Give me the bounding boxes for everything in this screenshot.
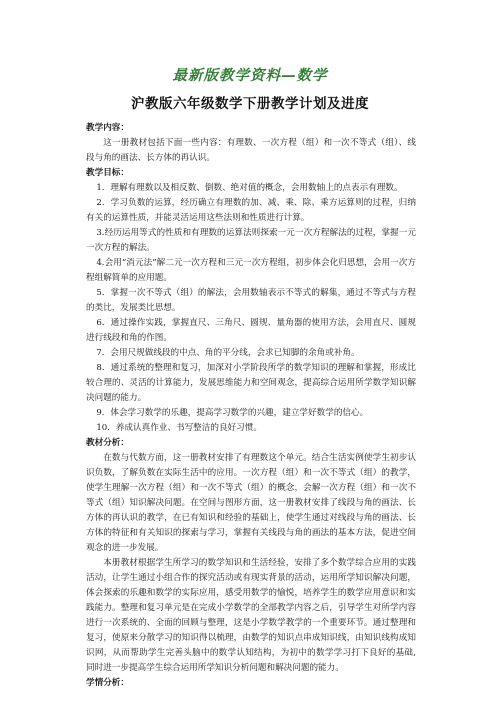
section-heading-analysis: 教材分析： bbox=[86, 438, 129, 448]
goal-item: 2．学习负数的运算，经历确立有理数的加、减、乘、除、乘方运算则的过程，归纳有关的运算性质，并能灵活运用这些法则和性质进行计算。 bbox=[86, 198, 416, 223]
content-paragraph: 这一册教材包括下面一些内容：有理数、一次方程（组）和一次不等式（组）、线段与角的画法、长方体的再认识。 bbox=[86, 138, 416, 163]
section-heading-content: 教学内容： bbox=[86, 123, 129, 133]
goal-item: 7．会用尺规做线段的中点、角的平分线，会求已知脚的余角或补角。 bbox=[96, 348, 360, 358]
goal-item: 4.会用“消元法”解二元一次方程和三元一次方程组，初步体会化归思想，会用一次方程组解简单的应用题。 bbox=[86, 258, 416, 283]
goal-item: 10．养成认真作业、书写整洁的良好习惯。 bbox=[96, 423, 262, 433]
goal-item: 1．理解有理数以及相反数、倒数、绝对值的概念，会用数轴上的点表示有理数。 bbox=[96, 183, 403, 193]
goal-item: 5．掌握一次不等式（组）的解法，会用数轴表示不等式的解集，通过不等式与方程的类比，发展类比思想。 bbox=[86, 288, 416, 313]
page-title: 沪教版六年级数学下册教学计划及进度 bbox=[131, 96, 369, 112]
goal-item: 3.经历运用等式的性质和有理数的运算法则探索一元一次方程解法的过程，掌握一元一次方程的解法。 bbox=[86, 228, 416, 253]
goal-item: 6．通过操作实践，掌握直尺、三角尺、圆规、量角器的使用方法，会用直尺、圆规进行线段和角的作图。 bbox=[86, 318, 416, 343]
section-heading-goals: 教学目标： bbox=[86, 168, 129, 178]
goal-item: 8．通过系统的整理和复习，加深对小学阶段所学的数学知识的理解和掌握，形成比较合理的、灵活的计算能力，发展思维能力和空间观念，提高综合运用所学数学知识解决问题的能力。 bbox=[86, 363, 416, 403]
analysis-paragraph: 在数与代数方面，这一册教材安排了有理数这个单元。结合生活实例使学生初步认识负数，了解负数在实际生活中的应用。一次方程（组）和一次不等式（组）的教学，使学生理解一次方程（组）和一次不等式（组）的概念，会解一次方程（组）和一次不等式（组）知识解决问题。在空间与图形方面，这一册教材安排了线段与角的画法、长方体的再认识的教学，在已有知识和经验的基础上，使学生通过对线段与角的画法、长方体的特征和有关知识的探索与学习，掌握有关线段与角的画法的基本方法，促进空间观念的进一步发展。 bbox=[86, 453, 416, 553]
banner-heading: 最新版教学资料—数学 bbox=[172, 67, 328, 84]
document-body bbox=[86, 121, 416, 691]
goal-item: 9．体会学习数学的乐趣，提高学习数学的兴趣，建立学好数学的信心。 bbox=[96, 408, 369, 418]
section-heading-situation: 学情分析： bbox=[86, 678, 129, 688]
analysis-paragraph: 本册教材根据学生所学习的数学知识和生活经验，安排了多个数学综合应用的实践活动，让学生通过小组合作的探究活动或有现实背景的活动，运用所学知识解决问题，体会探索的乐趣和数学的实际应用，感受用数学的愉悦，培养学生的数学应用意识和实践能力。整理和复习单元是在完成小学数学的全部教学内容之后，引导学生对所学内容进行一次系统的、全面的回顾与整理，这是小学数学教学的一个重要环节。通过整理和复习，使原来分散学习的知识得以梳理，由数学的知识点串成知识线，由知识线构成知识网，从而帮助学生完善头脑中的数学认知结构，为初中的数学学习打下良好的基础, 同时进一步提高学生综合运用所学知识分析问题和解决问题的能力。 bbox=[86, 558, 416, 673]
